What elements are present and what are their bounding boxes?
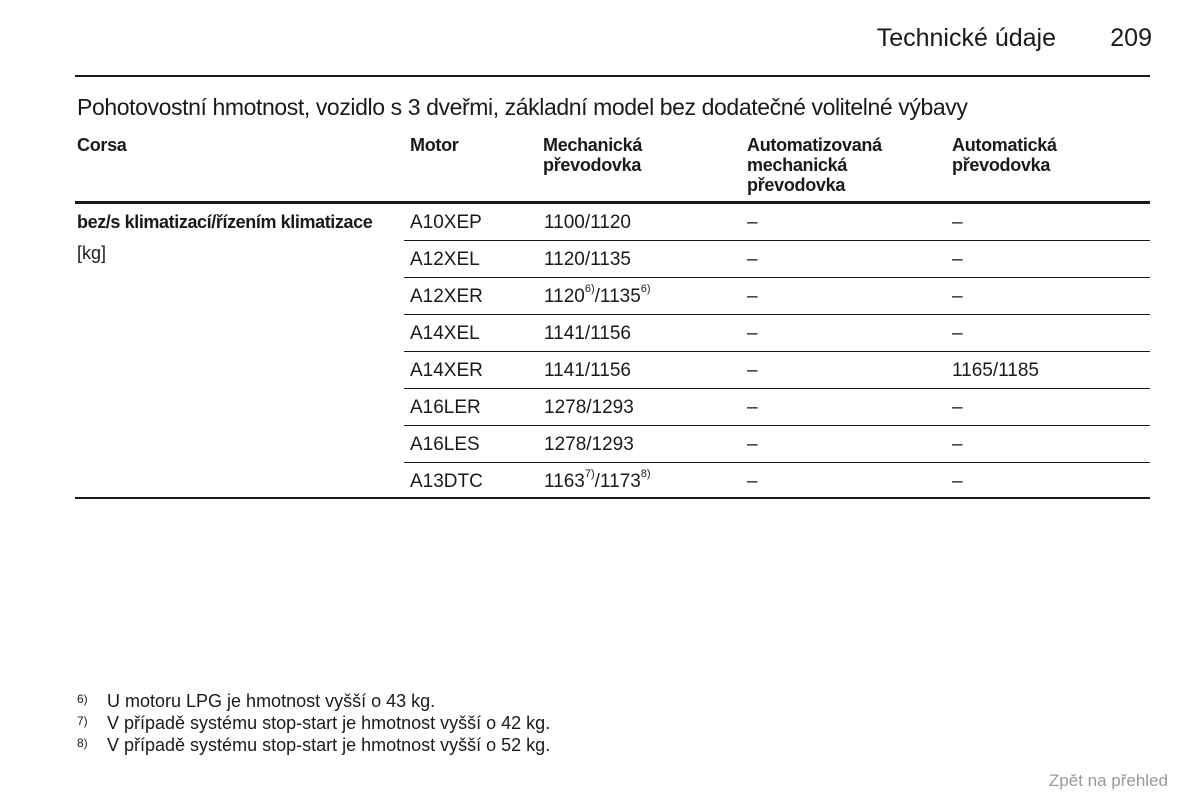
table-row: [404, 204, 1150, 241]
page-header-title: Technické údaje: [876, 24, 1056, 52]
cell-manual: [544, 283, 651, 308]
cell-automatic: –: [952, 249, 963, 270]
cell-automated: –: [747, 249, 758, 270]
cell-manual: 1100/1120: [544, 212, 631, 233]
column-header-motor: Motor: [410, 135, 459, 155]
column-header-automatic-gearbox: [952, 135, 1132, 175]
table-row: [404, 278, 1150, 315]
table-row: [404, 241, 1150, 278]
footnote-ref: 7): [584, 468, 595, 480]
back-to-overview-link[interactable]: Zpět na přehled: [1048, 771, 1168, 790]
row-group-unit: [kg]: [77, 243, 107, 263]
cell-automated: –: [747, 212, 758, 233]
cell-automated: –: [747, 397, 758, 418]
cell-manual: 1141/1156: [544, 360, 631, 381]
cell-motor: A13DTC: [410, 471, 483, 492]
cell-motor: A14XER: [410, 360, 483, 381]
header-divider: [75, 75, 1150, 77]
row-group-label: bez/s klimatizací/řízením klimatizace: [77, 212, 373, 232]
cell-motor: A12XER: [410, 286, 483, 307]
cell-automatic: –: [952, 434, 963, 455]
column-header-automated-gearbox: [747, 135, 937, 195]
column-header-automatic-line: převodovka: [952, 155, 1051, 175]
footnote-mark: 7): [77, 714, 88, 728]
footnotes: [77, 690, 550, 756]
cell-motor: A10XEP: [410, 212, 482, 233]
cell-manual: 1120/1135: [544, 249, 631, 270]
footnote-mark: 6): [77, 692, 88, 706]
table-row: [404, 426, 1150, 463]
cell-manual: 1278/1293: [544, 397, 634, 418]
footnote-ref: 6): [584, 283, 595, 295]
page-number: 209: [1110, 24, 1152, 52]
cell-manual-separator: /: [594, 286, 600, 307]
cell-motor: A12XEL: [410, 249, 480, 270]
cell-automated: –: [747, 434, 758, 455]
cell-manual: 1141/1156: [544, 323, 631, 344]
table-row: [404, 389, 1150, 426]
footnote-text: V případě systému stop-start je hmotnost vyšší o 42 kg.: [107, 713, 551, 733]
cell-automatic: –: [952, 397, 963, 418]
cell-automatic: 1165/1185: [952, 360, 1039, 381]
column-header-automated-line: Automatizovaná: [747, 135, 882, 155]
footnote-text: V případě systému stop-start je hmotnost vyšší o 52 kg.: [107, 735, 551, 755]
cell-manual-value: 1120: [544, 286, 585, 307]
cell-automatic: –: [952, 471, 963, 492]
cell-automated: –: [747, 286, 758, 307]
column-header-automated-line: mechanická: [747, 155, 848, 175]
footnote-ref: 8): [640, 468, 651, 480]
footnote-text: U motoru LPG je hmotnost vyšší o 43 kg.: [107, 691, 436, 711]
cell-manual-value: 1163: [544, 471, 585, 492]
column-header-automated-line: převodovka: [747, 175, 846, 195]
cell-automatic: –: [952, 212, 963, 233]
table-row: [404, 352, 1150, 389]
column-header-manual-line: převodovka: [543, 155, 642, 175]
column-header-manual-gearbox: [543, 135, 723, 175]
table-row: [404, 315, 1150, 352]
cell-manual: [544, 468, 651, 493]
footnote: [77, 712, 550, 734]
cell-motor: A14XEL: [410, 323, 480, 344]
footnote: [77, 690, 550, 712]
table-row: [404, 463, 1150, 499]
cell-motor: A16LES: [410, 434, 480, 455]
table-bottom-divider: [75, 497, 1150, 499]
footnote-mark: 8): [77, 736, 88, 750]
cell-manual-separator: /: [594, 471, 600, 492]
cell-automated: –: [747, 360, 758, 381]
section-title: Pohotovostní hmotnost, vozidlo s 3 dveřmi, základní model bez dodatečné volitelné výbavy: [77, 94, 968, 120]
column-header-corsa: Corsa: [77, 135, 127, 155]
cell-manual-value: 1135: [599, 286, 641, 307]
weight-table-body: [404, 204, 1150, 499]
column-header-automatic-line: Automatická: [952, 135, 1057, 155]
cell-motor: A16LER: [410, 397, 481, 418]
cell-automated: –: [747, 471, 758, 492]
cell-manual-value: 1173: [599, 471, 641, 492]
footnote: [77, 734, 550, 756]
cell-automated: –: [747, 323, 758, 344]
cell-manual: 1278/1293: [544, 434, 634, 455]
footnote-ref: 6): [640, 283, 651, 295]
cell-automatic: –: [952, 286, 963, 307]
column-header-manual-line: Mechanická: [543, 135, 643, 155]
cell-automatic: –: [952, 323, 963, 344]
